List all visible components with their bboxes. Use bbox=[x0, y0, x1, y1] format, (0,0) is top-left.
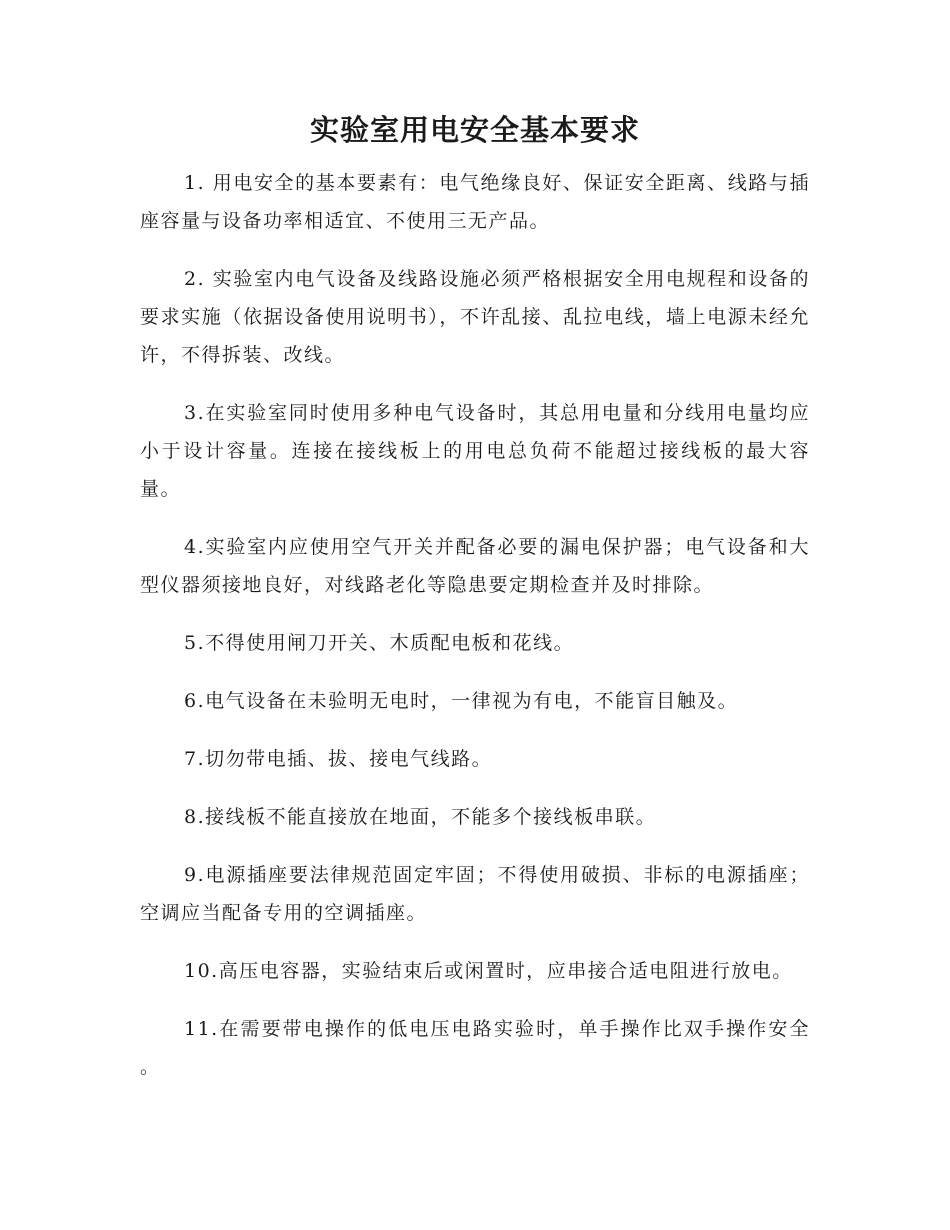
paragraph-5: 5.不得使用闸刀开关、木质配电板和花线。 bbox=[184, 632, 575, 654]
paragraph-4: 4.实验室内应使用空气开关并配备必要的漏电保护器；电气设备和大型仪器须接地良好，对线路老化等隐患要定期检查并及时排除。 bbox=[140, 536, 810, 596]
document-title: 实验室用电安全基本要求 bbox=[309, 113, 640, 147]
paragraph-1: 1. 用电安全的基本要素有：电气绝缘良好、保证安全距离、线路与插座容量与设备功率相适宜、不使用三无产品。 bbox=[140, 172, 810, 232]
paragraph-7: 7.切勿带电插、拔、接电气线路。 bbox=[184, 748, 493, 770]
paragraph-8: 8.接线板不能直接放在地面，不能多个接线板串联。 bbox=[184, 806, 657, 828]
paragraph-11: 11.在需要带电操作的低电压电路实验时，单手操作比双手操作安全 。 bbox=[140, 1018, 810, 1078]
paragraph-2: 2. 实验室内电气设备及线路设施必须严格根据安全用电规程和设备的要求实施（依据设备使用说明书），不许乱接、乱拉电线，墙上电源未经允许，不得拆装、改线。 bbox=[140, 268, 810, 366]
paragraph-3: 3.在实验室同时使用多种电气设备时，其总用电量和分线用电量均应小于设计容量。连接在接线板上的用电总负荷不能超过接线板的最大容量。 bbox=[140, 402, 810, 500]
document-body bbox=[140, 164, 810, 1106]
paragraph-10: 10.高压电容器，实验结束后或闲置时，应串接合适电阻进行放电。 bbox=[184, 960, 793, 982]
paragraph-6: 6.电气设备在未验明无电时，一律视为有电，不能盲目触及。 bbox=[184, 690, 739, 712]
paragraph-9: 9.电源插座要法律规范固定牢固；不得使用破损、非标的电源插座；空调应当配备专用的空调插座。 bbox=[140, 864, 810, 924]
